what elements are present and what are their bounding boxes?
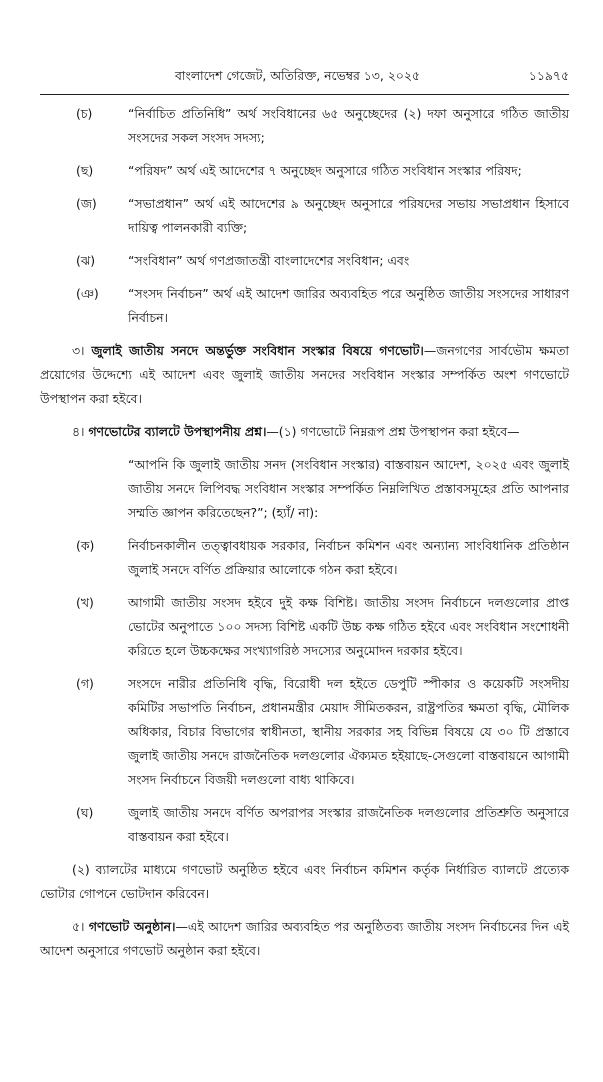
header-rule — [40, 94, 569, 95]
proposal-item — [40, 672, 569, 792]
proposal-mark: (খ) — [76, 595, 94, 610]
definition-mark: (ঝ) — [76, 253, 96, 268]
proposal-item — [40, 591, 569, 663]
gazette-page — [0, 58, 603, 1082]
section-4-subsection-2: (২) ব্যালটের মাধ্যমে গণভোট অনুষ্ঠিত হইবে এবং নির্বাচন কমিশন কর্তৃক নির্ধারিত ব্যালটে প্রত্যেক ভোটার গোপনে ভোটদান করিবেন। — [40, 862, 569, 901]
section-5 — [40, 915, 569, 963]
section-4-number: ৪। — [72, 424, 85, 439]
page-number: ১১৯৭৫ — [528, 68, 569, 83]
definition-text: “পরিষদ” অর্থ এই আদেশের ৭ অনুচ্ছেদ অনুসারে গঠিত সংবিধান সংস্কার পরিষদ; — [128, 163, 522, 178]
definition-mark: (জ) — [76, 196, 97, 211]
definition-text: “সংবিধান” অর্থ গণপ্রজাতন্ত্রী বাংলাদেশের সংবিধান; এবং — [128, 253, 410, 268]
definition-text: “সভাপ্রধান” অর্থ এই আদেশের ৯ অনুচ্ছেদ অনুসারে পরিষদের সভায় সভাপ্রধান হিসাবে দায়িত্ব পালনকারী ব্যক্তি; — [128, 196, 569, 235]
ballot-question: “আপনি কি জুলাই জাতীয় সনদ (সংবিধান সংস্কার) বাস্তবায়ন আদেশ, ২০২৫ এবং জুলাই জাতীয় সনদে লিপিবদ্ধ সংবিধান সংস্কার সম্পর্কিত নিম্নলিখিত প্রস্তাবসমূহের প্রতি আপনার সম্মতি জ্ঞাপন করিতেছেন?”; (হ্যাঁ/ না): — [128, 457, 569, 520]
page-header — [40, 58, 569, 94]
section-4-heading: গণভোটের ব্যালটে উপস্থাপনীয় প্রশ্ন। — [88, 424, 267, 439]
proposal-mark: (গ) — [76, 676, 94, 691]
proposal-text: জুলাই জাতীয় সনদে বর্ণিত অপরাপর সংস্কার রাজনৈতিক দলগুলোর প্রতিশ্রুতি অনুসারে বাস্তবায়ন করা হইবে। — [128, 805, 569, 844]
definition-text: “সংসদ নির্বাচন” অর্থ এই আদেশ জারির অব্যবহিত পরে অনুষ্ঠিত জাতীয় সংসদের সাধারণ নির্বাচন। — [128, 286, 569, 325]
document-body — [40, 102, 569, 963]
definition-item — [40, 159, 569, 183]
definition-item — [40, 102, 569, 150]
section-4 — [40, 420, 569, 444]
proposal-item — [40, 534, 569, 582]
proposal-mark: (ক) — [76, 538, 95, 553]
proposal-text: আগামী জাতীয় সংসদ হইবে দুই কক্ষ বিশিষ্ট। জাতীয় সংসদ নির্বাচনে দলগুলোর প্রাপ্ত ভোটের অনুপাতে ১০০ সদস্য বিশিষ্ট একটি উচ্চ কক্ষ গঠিত হইবে এবং সংবিধান সংশোধনী করিতে হলে উচ্চকক্ষের সংখ্যাগরিষ্ঠ সদস্যের অনুমোদন দরকার হইবে। — [128, 595, 569, 658]
section-5-number: ৫। — [72, 919, 85, 934]
proposal-mark: (ঘ) — [76, 805, 94, 820]
definition-text: “নির্বাচিত প্রতিনিধি” অর্থ সংবিধানের ৬৫ অনুচ্ছেদের (২) দফা অনুসারে গঠিত জাতীয় সংসদের সকল সংসদ সদস্য; — [128, 106, 569, 145]
definition-mark: (চ) — [76, 106, 93, 121]
definition-item — [40, 282, 569, 330]
section-3-body: —জনগণের সার্বভৌম ক্ষমতা প্রয়োগের উদ্দেশ্যে এই আদেশ এবং জুলাই জাতীয় সনদের সংবিধান সংস্কার সম্পর্কিত অংশ গণভোটে উপস্থাপন করা হইবে। — [40, 343, 569, 406]
definition-mark: (ছ) — [76, 163, 94, 178]
section-3-number: ৩। — [72, 343, 85, 358]
proposal-text: সংসদে নারীর প্রতিনিধি বৃদ্ধি, বিরোধী দল হইতে ডেপুটি স্পীকার ও কয়েকটি সংসদীয় কমিটির সভাপতি নির্বাচন, প্রধানমন্ত্রীর মেয়াদ সীমিতকরন, রাষ্ট্রপতির ক্ষমতা বৃদ্ধি, মৌলিক অধিকার, বিচার বিভাগের স্বাধীনতা, স্থানীয় সরকার সহ বিভিন্ন বিষয়ে যে ৩০ টি প্রস্তাবে জুলাই জাতীয় সনদে রাজনৈতিক দলগুলোর ঐক্যমত হইয়াছে-সেগুলো বাস্তবায়নে আগামী সংসদ নির্বাচনে বিজয়ী দলগুলো বাধ্য থাকিবে। — [128, 676, 569, 787]
definition-mark: (ঞ) — [76, 286, 99, 301]
definition-item — [40, 192, 569, 240]
gazette-title: বাংলাদেশ গেজেট, অতিরিক্ত, নভেম্বর ১৩, ২০২৫ — [175, 68, 420, 83]
section-3-heading: জুলাই জাতীয় সনদে অন্তর্ভুক্ত সংবিধান সংস্কার বিষয়ে গণভোট। — [91, 343, 424, 358]
definition-item — [40, 249, 569, 273]
proposal-text: নির্বাচনকালীন তত্ত্বাবধায়ক সরকার, নির্বাচন কমিশন এবং অন্যান্য সাংবিধানিক প্রতিষ্ঠান জুলাই সনদে বর্ণিত প্রক্রিয়ার আলোকে গঠন করা হইবে। — [128, 538, 569, 577]
section-3 — [40, 339, 569, 411]
section-5-heading: গণভোট অনুষ্ঠান। — [88, 919, 176, 934]
section-5-body: —এই আদেশ জারির অব্যবহিত পর অনুষ্ঠিতব্য জাতীয় সংসদ নির্বাচনের দিন এই আদেশ অনুসারে গণভোট অনুষ্ঠান করা হইবে। — [40, 919, 569, 958]
section-4-body: —(১) গণভোটে নিম্নরূপ প্রশ্ন উপস্থাপন করা হইবে— — [266, 424, 520, 439]
proposal-item — [40, 801, 569, 849]
